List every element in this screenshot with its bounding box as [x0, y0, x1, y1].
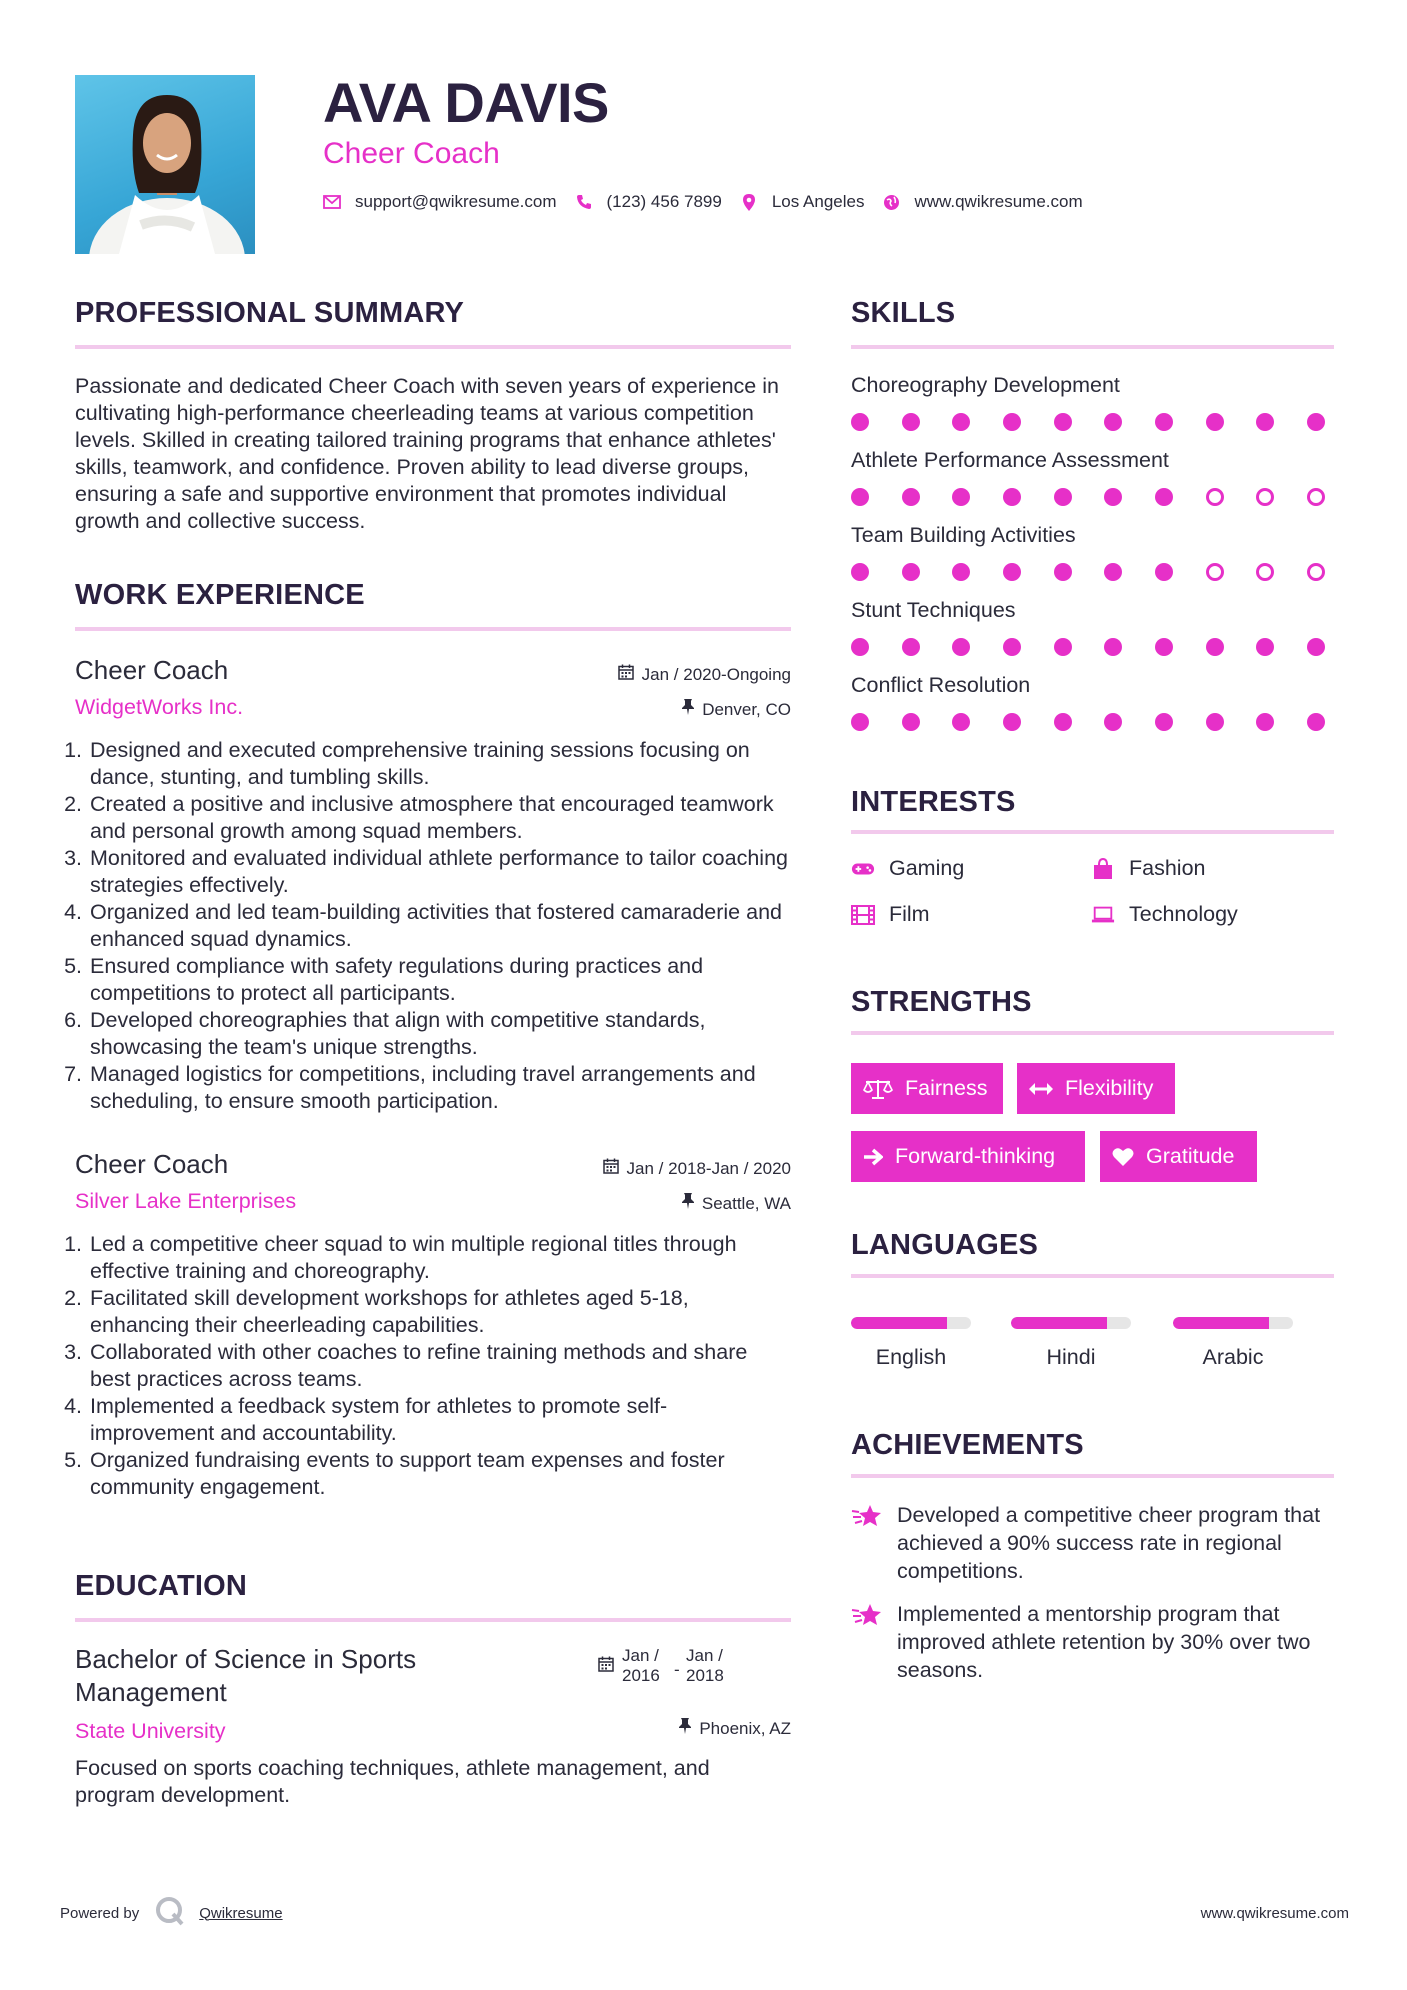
job-bullet: 3. Collaborated with other coaches to refine training methods and share best practices across teams. [88, 1339, 791, 1393]
education-divider [75, 1618, 791, 1622]
skill-rating [851, 413, 1325, 431]
skill-dot-empty [1307, 563, 1325, 581]
skill-dot-filled [1307, 713, 1325, 731]
achievements-heading: ACHIEVEMENTS [851, 1429, 1084, 1461]
laptop-icon [1091, 906, 1115, 924]
skill-rating [851, 713, 1325, 731]
contact-phone[interactable] [575, 192, 722, 212]
job-bullet: 7. Managed logistics for competitions, including travel arrangements and scheduling, to ensure smooth participation. [88, 1061, 791, 1115]
education-heading: EDUCATION [75, 1570, 248, 1602]
skill-dot-filled [1054, 563, 1072, 581]
candidate-name: AVA DAVIS [323, 71, 609, 134]
job-bullet: 2. Created a positive and inclusive atmosphere that encouraged teamwork and personal growth among squad members. [88, 791, 791, 845]
qwikresume-logo-icon [155, 1896, 185, 1930]
job-bullet: 5. Organized fundraising events to support team expenses and foster community engagement. [88, 1447, 791, 1501]
job-bullet: 4. Organized and led team-building activities that fostered camaraderie and enhanced squad dynamics. [88, 899, 791, 953]
profile-photo [75, 75, 255, 254]
language-level-bar [1011, 1317, 1131, 1329]
skill-dot-filled [952, 713, 970, 731]
interest-item [851, 856, 964, 881]
language-level-fill [1011, 1317, 1107, 1329]
skill-name: Choreography Development [851, 373, 1120, 397]
skill-dot-empty [1256, 488, 1274, 506]
skill-dot-filled [851, 488, 869, 506]
skill-name: Stunt Techniques [851, 598, 1016, 622]
achievement-item [851, 1600, 1334, 1684]
languages-heading: LANGUAGES [851, 1229, 1039, 1261]
arrow-right-icon [863, 1148, 883, 1166]
language-name: Arabic [1202, 1345, 1264, 1369]
skill-dot-filled [902, 413, 920, 431]
skill-dot-filled [851, 413, 869, 431]
interest-label: Gaming [889, 856, 965, 880]
skill-dot-filled [1003, 413, 1021, 431]
language-level-bar [851, 1317, 971, 1329]
gamepad-icon [851, 861, 875, 877]
interest-label: Technology [1129, 902, 1238, 926]
job-dates [491, 664, 791, 685]
skill-dot-filled [1104, 488, 1122, 506]
footer-powered-by [60, 1896, 283, 1930]
skill-dot-filled [851, 638, 869, 656]
job-bullet: 1. Designed and executed comprehensive training sessions focusing on dance, stunting, and tumbling skills. [88, 737, 791, 791]
job-location-text: Denver, CO [702, 699, 791, 719]
job-bullet: 3. Monitored and evaluated individual athlete performance to tailor coaching strategies effectively. [88, 845, 791, 899]
achievement-item [851, 1501, 1334, 1585]
summary-heading: PROFESSIONAL SUMMARY [75, 297, 465, 329]
skill-rating [851, 488, 1325, 506]
skills-divider [851, 345, 1334, 349]
skill-dot-empty [1256, 563, 1274, 581]
strength-label: Gratitude [1146, 1144, 1235, 1168]
strength-tag [1017, 1063, 1175, 1114]
shopping-bag-icon [1091, 858, 1115, 880]
film-icon [851, 905, 875, 925]
interest-item [1091, 902, 1238, 927]
interest-item [1091, 856, 1206, 881]
skill-name: Team Building Activities [851, 523, 1076, 547]
skill-dot-filled [1003, 713, 1021, 731]
job-dates-text: Jan / 2020-Ongoing [641, 664, 791, 684]
languages-divider [851, 1274, 1334, 1278]
skill-dot-filled [1054, 413, 1072, 431]
skill-dot-filled [952, 563, 970, 581]
candidate-role: Cheer Coach [323, 137, 500, 170]
summary-divider [75, 345, 791, 349]
skill-dot-filled [902, 488, 920, 506]
experience-heading: WORK EXPERIENCE [75, 579, 365, 611]
strength-label: Flexibility [1065, 1076, 1154, 1100]
skill-dot-filled [1206, 713, 1224, 731]
interests-divider [851, 830, 1334, 834]
achievement-text: Developed a competitive cheer program that achieved a 90% success rate in regional competitions. [897, 1503, 1321, 1583]
skill-rating [851, 563, 1325, 581]
skill-dot-filled [1256, 713, 1274, 731]
summary-text: Passionate and dedicated Cheer Coach with seven years of experience in cultivating high-performance cheerleading teams at various competition levels. Skilled in creating tailored training programs that enhance athletes' skills, teamwork, and confidence. Proven ability to lead diverse groups, ensuring a safe and supportive environment that promotes individual growth and collective success. [75, 374, 779, 533]
skill-dot-filled [1054, 713, 1072, 731]
phone-icon [575, 194, 593, 210]
skill-name: Athlete Performance Assessment [851, 448, 1169, 472]
skill-dot-filled [1003, 488, 1021, 506]
powered-by-label: Powered by [60, 1904, 140, 1922]
balance-scale-icon [863, 1078, 893, 1100]
skill-dot-filled [1054, 488, 1072, 506]
skill-dot-filled [1003, 638, 1021, 656]
experience-divider [75, 627, 791, 631]
interests-heading: INTERESTS [851, 786, 1016, 818]
language-name: Hindi [1046, 1345, 1096, 1369]
achievement-text: Implemented a mentorship program that improved athlete retention by 30% over two seasons. [897, 1602, 1311, 1682]
skill-dot-filled [1104, 563, 1122, 581]
heart-icon [1112, 1147, 1134, 1167]
skill-name: Conflict Resolution [851, 673, 1031, 697]
skill-dot-empty [1206, 488, 1224, 506]
footer-website[interactable]: www.qwikresume.com [1200, 1905, 1349, 1922]
language-level-fill [1173, 1317, 1269, 1329]
skill-dot-filled [1155, 638, 1173, 656]
profile-photo-illustration [75, 75, 255, 254]
skill-dot-filled [1256, 638, 1274, 656]
job-location-text: Seattle, WA [701, 1193, 791, 1213]
strength-tag [1100, 1131, 1257, 1182]
degree-title: Bachelor of Science in Sports Management [75, 1644, 417, 1707]
strength-label: Forward-thinking [895, 1144, 1056, 1168]
strength-tag [851, 1063, 1003, 1114]
skill-dot-filled [1155, 713, 1173, 731]
skills-heading: SKILLS [851, 297, 956, 329]
contact-location [740, 192, 865, 212]
company-name: Silver Lake Enterprises [75, 1189, 297, 1213]
contact-phone-text: (123) 456 7899 [606, 192, 722, 211]
skill-dot-filled [1256, 413, 1274, 431]
calendar-icon [598, 1656, 614, 1678]
skill-dot-filled [902, 713, 920, 731]
contact-location-text: Los Angeles [771, 192, 865, 211]
job-bullet: 1. Led a competitive cheer squad to win multiple regional titles through effective training and choreography. [88, 1231, 791, 1285]
pushpin-icon [682, 1193, 694, 1214]
education-description: Focused on sports coaching techniques, athlete management, and program development. [75, 1756, 710, 1807]
education-location [491, 1718, 791, 1739]
envelope-icon [323, 195, 341, 209]
interest-label: Film [889, 902, 930, 926]
skill-dot-filled [952, 638, 970, 656]
pushpin-icon [679, 1718, 691, 1739]
language-level-bar [1173, 1317, 1293, 1329]
job-location [491, 699, 791, 720]
interest-item [851, 902, 930, 927]
skill-rating [851, 638, 1325, 656]
skill-dot-filled [952, 488, 970, 506]
education-dates [598, 1646, 791, 1686]
contact-website[interactable] [882, 192, 1082, 212]
strengths-heading: STRENGTHS [851, 986, 1032, 1018]
job-dates-text: Jan / 2018-Jan / 2020 [626, 1158, 791, 1178]
skill-dot-empty [1206, 563, 1224, 581]
job-title: Cheer Coach [75, 655, 229, 685]
skill-dot-filled [851, 563, 869, 581]
map-marker-icon [740, 194, 758, 211]
job-bullets [70, 737, 791, 1115]
calendar-icon [618, 664, 634, 685]
contact-email[interactable] [323, 192, 557, 212]
skill-dot-filled [902, 563, 920, 581]
company-name: WidgetWorks Inc. [75, 695, 244, 719]
achievements-divider [851, 1474, 1334, 1478]
globe-icon [882, 194, 900, 211]
job-dates [491, 1158, 791, 1179]
job-bullet: 5. Ensured compliance with safety regulations during practices and competitions to protect all participants. [88, 953, 791, 1007]
skill-dot-filled [1155, 563, 1173, 581]
skill-dot-filled [1307, 413, 1325, 431]
contact-email-text: support@qwikresume.com [355, 192, 557, 211]
skill-dot-filled [1206, 638, 1224, 656]
skill-dot-filled [1307, 638, 1325, 656]
job-bullet: 6. Developed choreographies that align with competitive standards, showcasing the team's unique strengths. [88, 1007, 791, 1061]
interest-label: Fashion [1129, 856, 1206, 880]
job-bullets [70, 1231, 791, 1501]
skill-dot-filled [851, 713, 869, 731]
skill-dot-filled [1206, 413, 1224, 431]
language-level-fill [851, 1317, 947, 1329]
arrows-horizontal-icon [1029, 1082, 1053, 1096]
shooting-star-icon [851, 1501, 881, 1585]
contact-website-text: www.qwikresume.com [914, 192, 1083, 211]
skill-dot-filled [1104, 413, 1122, 431]
job-location [491, 1193, 791, 1214]
shooting-star-icon [851, 1600, 881, 1684]
job-bullet: 2. Facilitated skill development workshops for athletes aged 5-18, enhancing their cheerleading capabilities. [88, 1285, 791, 1339]
strength-label: Fairness [905, 1076, 988, 1100]
date-separator: - [674, 1660, 680, 1679]
skill-dot-filled [902, 638, 920, 656]
skill-dot-filled [1003, 563, 1021, 581]
skill-dot-filled [1155, 488, 1173, 506]
pushpin-icon [682, 699, 694, 720]
skill-dot-empty [1307, 488, 1325, 506]
contact-bar [323, 192, 1101, 212]
language-name: English [875, 1345, 947, 1369]
skill-dot-filled [1104, 713, 1122, 731]
skill-dot-filled [1054, 638, 1072, 656]
skill-dot-filled [1104, 638, 1122, 656]
calendar-icon [603, 1158, 619, 1179]
education-end: Jan / 2018 [686, 1646, 724, 1685]
education-start: Jan / 2016 [622, 1646, 660, 1685]
skill-dot-filled [1155, 413, 1173, 431]
education-location-text: Phoenix, AZ [699, 1718, 791, 1738]
job-bullet: 4. Implemented a feedback system for athletes to promote self-improvement and accountability. [88, 1393, 791, 1447]
strength-tag [851, 1131, 1085, 1182]
school-name: State University [75, 1719, 226, 1743]
skill-dot-filled [952, 413, 970, 431]
strengths-divider [851, 1031, 1334, 1035]
job-title: Cheer Coach [75, 1149, 229, 1179]
qwikresume-link[interactable]: Qwikresume [199, 1904, 283, 1922]
